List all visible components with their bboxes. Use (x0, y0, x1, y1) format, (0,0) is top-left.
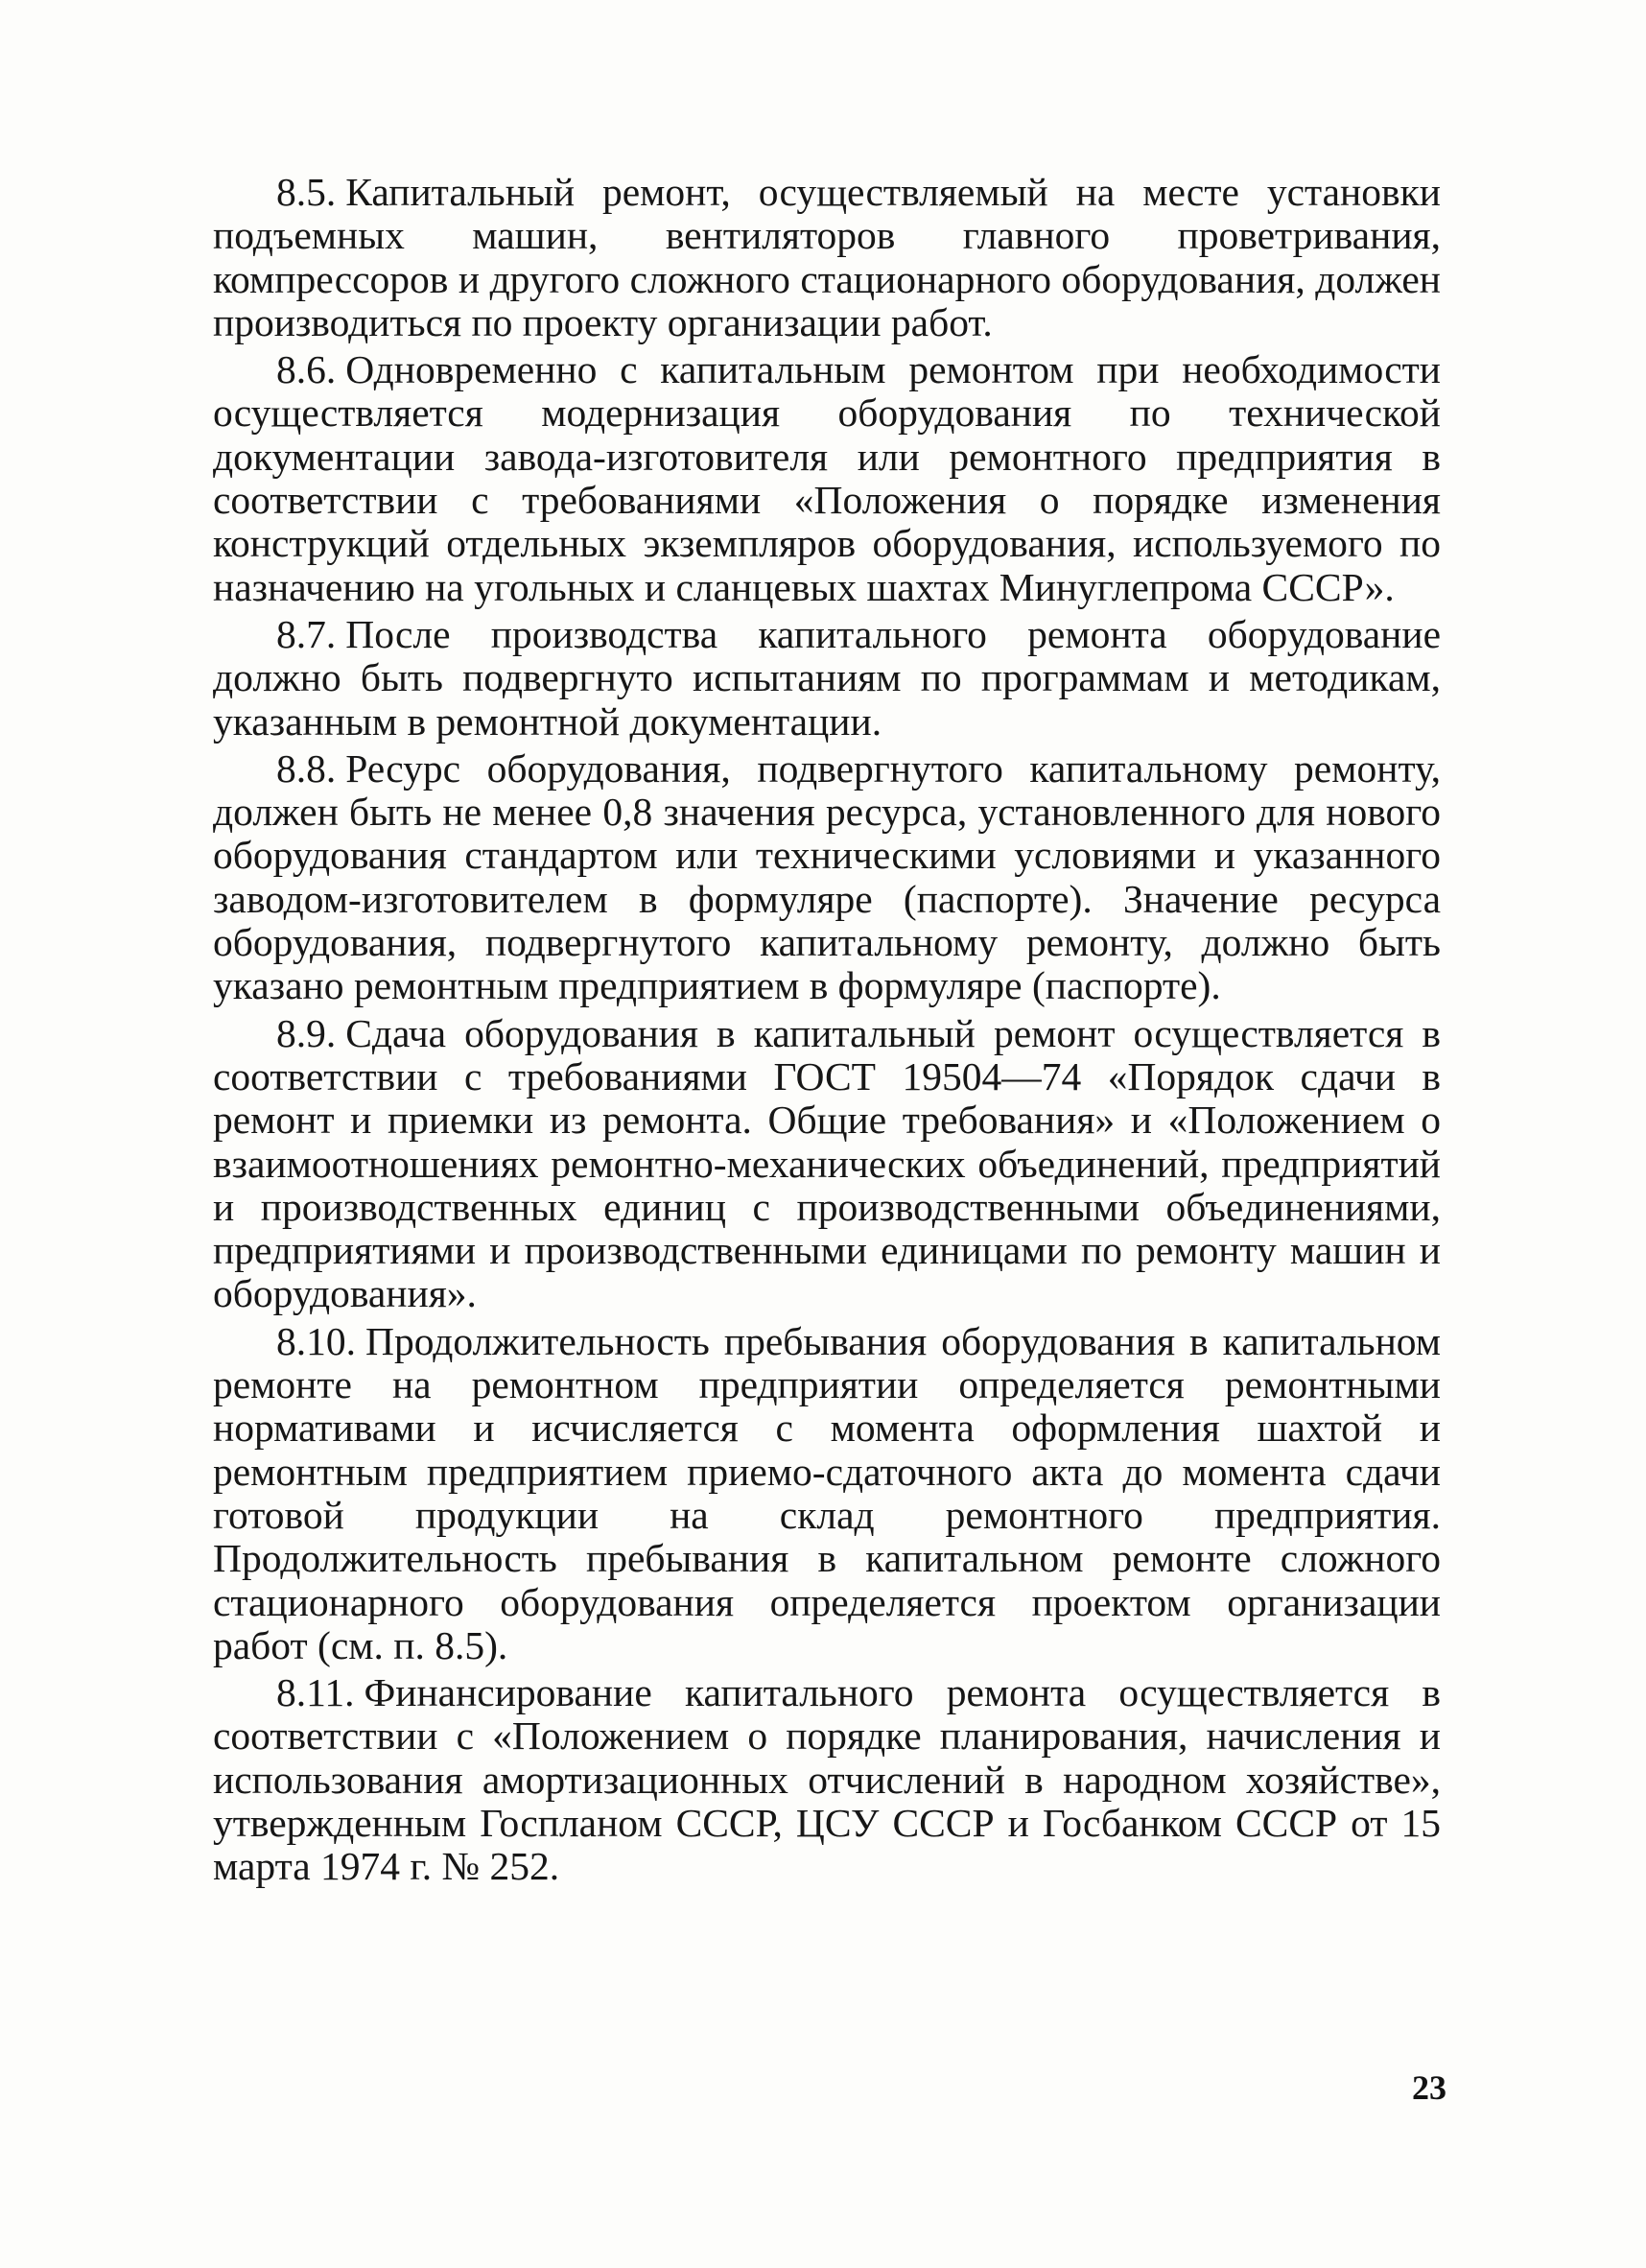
paragraph-8-11 (213, 1671, 1441, 1888)
paragraph-8-6 (213, 348, 1441, 609)
paragraph-text: Сдача оборудования в капитальный ремонт осуществляется в соответствии с требованиями ГОСТ 19504—74 «Порядок сдачи в ремонт и приемки из ремонта. Общие требования» и «Положением о взаимоотношениях ремонтно-механических объединений, предприятий и производственных единиц с производственными объединениями, предприятиями и производственными единицами по ремонту машин и оборудования». (213, 1010, 1441, 1316)
paragraph-8-9 (213, 1012, 1441, 1316)
paragraph-number: 8.9. (276, 1010, 337, 1055)
paragraph-text: Финансирование капитального ремонта осуществляется в соответствии с «Положением о порядке планирования, начисления и использования амортизационных отчислений в народном хозяйстве», утвержденным Госпланом СССР, ЦСУ СССР и Госбанком СССР от 15 марта 1974 г. № 252. (213, 1670, 1441, 1889)
paragraph-text: После производства капитального ремонта оборудование должно быть подвергнуто испытаниям по программам и методикам, указанным в ремонтной документации. (213, 611, 1441, 744)
paragraph-number: 8.10. (276, 1318, 356, 1363)
paragraph-8-8 (213, 747, 1441, 1008)
paragraph-text: Капитальный ремонт, осуществляемый на месте установки подъемных машин, вентиляторов главного проветривания, компрессоров и другого сложного стационарного оборудования, должен производиться по проекту организации работ. (213, 170, 1441, 344)
paragraph-number: 8.11. (276, 1670, 355, 1715)
paragraph-8-10 (213, 1320, 1441, 1667)
paragraph-8-5 (213, 171, 1441, 344)
paragraph-number: 8.5. (276, 170, 337, 214)
paragraph-text: Ресурс оборудования, подвергнутого капитальному ремонту, должен быть не менее 0,8 значения ресурса, установленного для нового оборудования стандартом или техническими условиями и указанного заводом-изготовителем в формуляре (паспорте). Значение ресурса оборудования, подвергнутого капитальному ремонту, должно быть указано ремонтным предприятием в формуляре (паспорте). (213, 745, 1441, 1008)
paragraph-number: 8.7. (276, 611, 337, 656)
paragraph-8-7 (213, 613, 1441, 744)
body-text (213, 171, 1441, 1893)
paragraph-text: Продолжительность пребывания оборудования в капитальном ремонте на ремонтном предприятии определяется ремонтными нормативами и исчисляется с момента оформления шахтой и ремонтным предприятием приемо-сдаточного акта до момента сдачи готовой продукции на склад ремонтного предприятия. Продолжительность пребывания в капитальном ремонте сложного стационарного оборудования определяется проектом организации работ (см. п. 8.5). (213, 1318, 1441, 1667)
page-number: 23 (1412, 2068, 1446, 2107)
paragraph-number: 8.8. (276, 745, 337, 791)
paragraph-number: 8.6. (276, 347, 337, 392)
paragraph-text: Одновременно с капитальным ремонтом при необходимости осуществляется модернизация оборудования по технической документации завода-изготовителя или ремонтного предприятия в соответствии с требованиями «Положения о порядке изменения конструкций отдельных экземпляров оборудования, используемого по назначению на угольных и сланцевых шахтах Минуглепрома СССР». (213, 347, 1441, 609)
